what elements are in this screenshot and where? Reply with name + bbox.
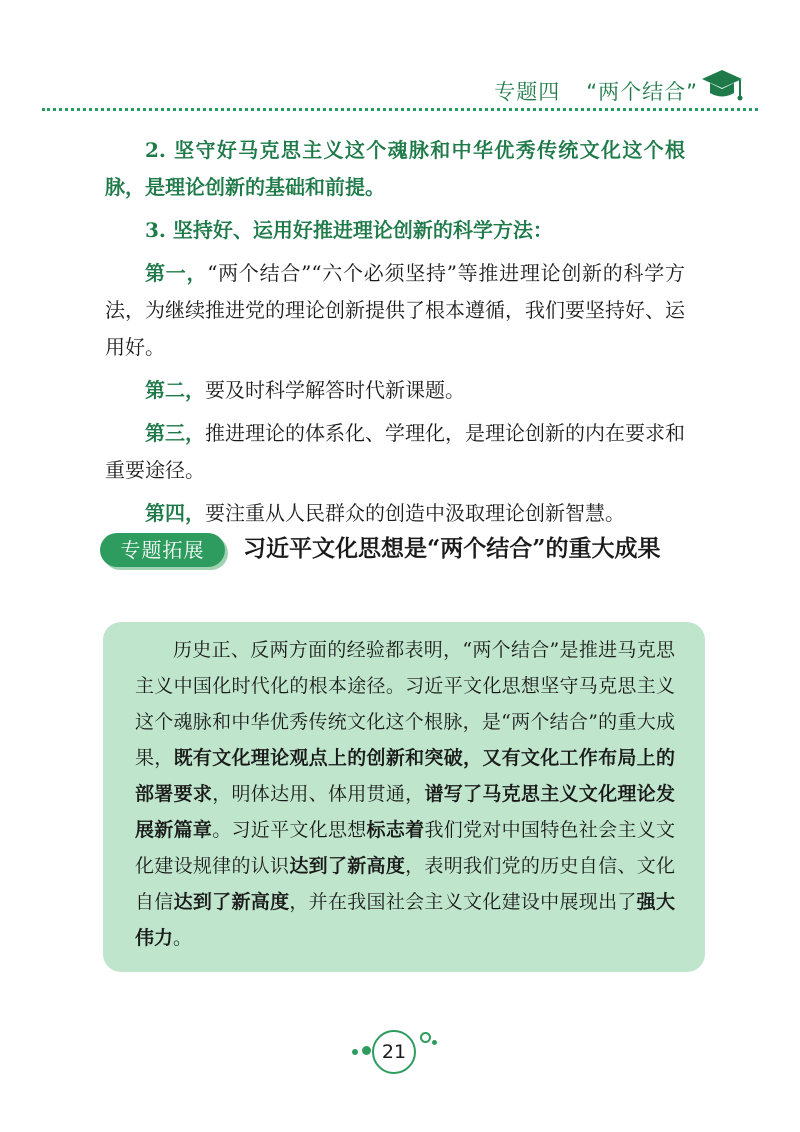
point-text: 推进理论的体系化、学理化，是理论创新的内在要求和重要途径。 <box>105 421 685 482</box>
point-lead: 第四， <box>145 501 205 525</box>
item-2: 2. 坚守好马克思主义这个魂脉和中华优秀传统文化这个根脉，是理论创新的基础和前提。 <box>105 138 685 199</box>
expansion-paragraph <box>135 632 675 956</box>
point-3 <box>105 415 685 489</box>
text-segment: 。 <box>173 927 193 949</box>
point-2 <box>105 372 685 409</box>
point-4 <box>105 495 685 532</box>
point-text: “两个结合”“六个必须坚持”等推进理论创新的科学方法，为继续推进党的理论创新提供了根本遵循，我们要坚持好、运用好。 <box>105 261 685 359</box>
bold-segment: 标志着 <box>366 819 425 841</box>
topic-expansion-badge: 专题拓展 <box>100 533 225 567</box>
header-topic: “两个结合” <box>586 80 698 104</box>
decor-dot <box>432 1040 437 1045</box>
point-lead: 第三， <box>145 421 205 445</box>
text-segment: ，并在我国社会主义文化建设中展现出了 <box>289 891 637 913</box>
point-text: 要注重从人民群众的创造中汲取理论创新智慧。 <box>205 501 625 525</box>
decor-dot <box>420 1032 431 1043</box>
text-segment: ，明体达用、体用贯通， <box>212 783 425 805</box>
point-lead: 第二， <box>145 378 205 402</box>
decor-dot <box>352 1049 358 1055</box>
text-segment: ，表明我们党的历史自信、文化自信 <box>135 855 675 913</box>
bold-segment: 达到了新高度 <box>173 891 290 913</box>
running-header <box>40 62 760 110</box>
expansion-text-box <box>103 622 705 972</box>
item-3: 3. 坚持好、运用好推进理论创新的科学方法： <box>145 218 553 242</box>
header-title <box>494 76 698 106</box>
point-text: 要及时科学解答时代新课题。 <box>205 378 465 402</box>
page-number: 21 <box>372 1030 416 1074</box>
text-segment: 。习近平文化思想 <box>212 819 367 841</box>
bold-segment: 强大伟力 <box>135 891 675 949</box>
bold-segment: 达到了新高度 <box>289 855 406 877</box>
bold-segment: 谱写了马克思主义文化理论发展新篇章 <box>135 783 675 841</box>
decor-dot <box>362 1046 371 1055</box>
main-content <box>105 132 685 538</box>
text-segment: 我们党对中国特色社会主义文化建设规律的认识 <box>135 819 675 877</box>
topic-expansion-title: 习近平文化思想是“两个结合”的重大成果 <box>243 535 661 562</box>
header-divider <box>42 108 758 111</box>
graduation-cap-icon <box>700 66 744 106</box>
text-segment: 历史正、反两方面的经验都表明，“两个结合”是推进马克思主义中国化时代化的根本途径。习近平文化思想坚守马克思主义这个魂脉和中华优秀传统文化这个根脉，是“两个结合”的重大成果， <box>135 639 675 769</box>
bold-segment: 既有文化理论观点上的创新和突破，又有文化工作布局上的部署要求 <box>135 747 675 805</box>
header-section: 专题四 <box>494 80 561 104</box>
point-1 <box>105 255 685 366</box>
point-lead: 第一， <box>145 261 208 285</box>
